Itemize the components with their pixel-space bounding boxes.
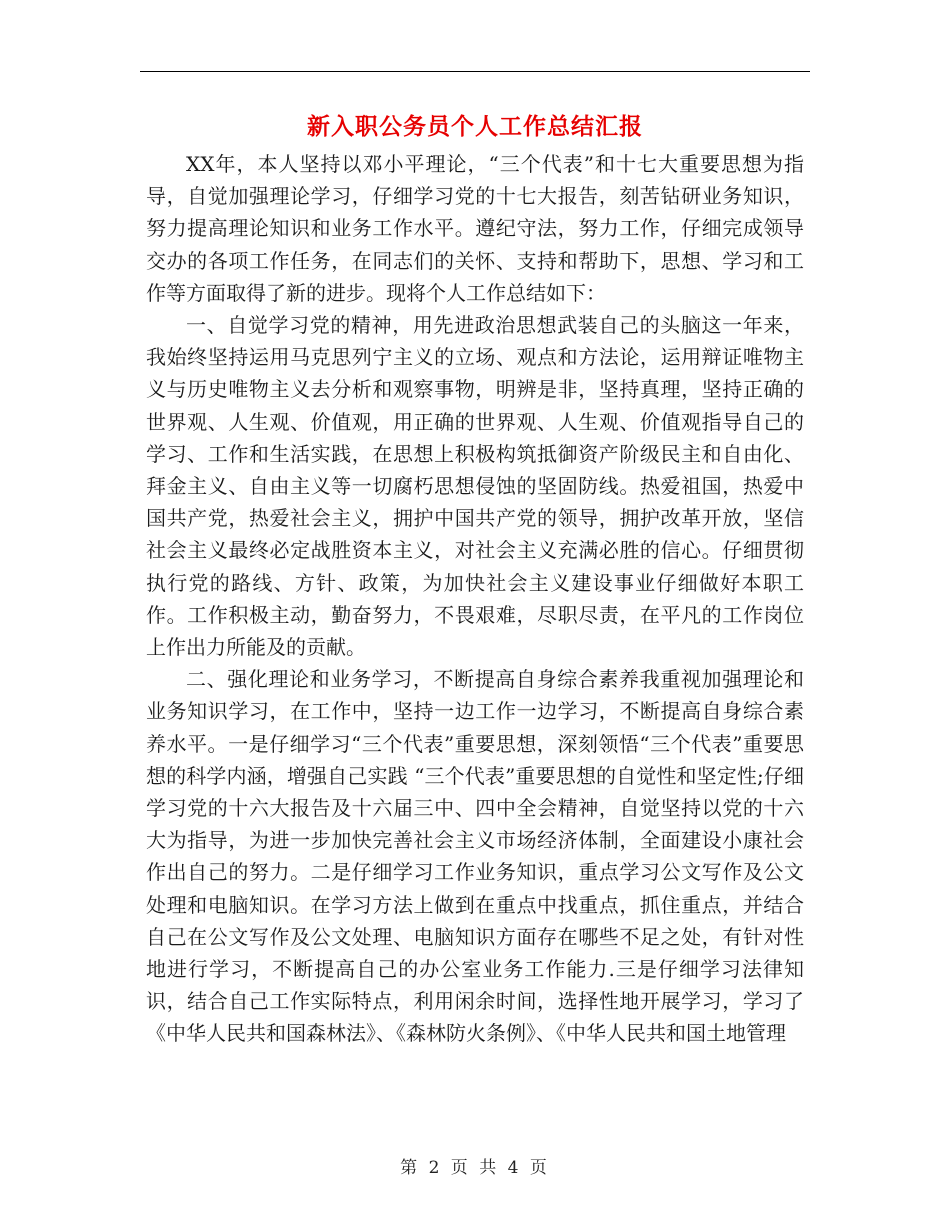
paragraph-section-one: 一、自觉学习党的精神，用先进政治思想武装自己的头脑这一年来，我始终坚持运用马克思列宁主义的立场、观点和方法论，运用辩证唯物主义与历史唯物主义去分析和观察事物，明辨是非，坚持真理，坚持正确的世界观、人生观、价值观，用正确的世界观、人生观、价值观指导自己的学习、工作和生活实践，在思想上积极构筑抵御资产阶级民主和自由化、拜金主义、自由主义等一切腐朽思想侵蚀的坚固防线。热爱祖国，热爱中国共产党，热爱社会主义，拥护中国共产党的领导，拥护改革开放，坚信社会主义最终必定战胜资本主义，对社会主义充满必胜的信心。仔细贯彻执行党的路线、方针、政策，为加快社会主义建设事业仔细做好本职工作。工作积极主动，勤奋努力，不畏艰难，尽职尽责，在平凡的工作岗位上作出力所能及的贡献。: [146, 313, 804, 660]
document-title: 新入职公务员个人工作总结汇报: [307, 113, 643, 140]
header-rule: [140, 71, 810, 72]
paragraph-intro: XX年，本人坚持以邓小平理论，“三个代表”和十七大重要思想为指导，自觉加强理论学习，仔细学习党的十七大报告，刻苦钻研业务知识，努力提高理论知识和业务工作水平。遵纪守法，努力工作，仔细完成领导交办的各项工作任务，在同志们的关怀、支持和帮助下，思想、学习和工作等方面取得了新的进步。现将个人工作总结如下：: [146, 152, 804, 305]
page-number: 第 2 页 共 4 页: [400, 1158, 550, 1178]
paragraph-section-two: 二、强化理论和业务学习，不断提高自身综合素养我重视加强理论和业务知识学习，在工作中，坚持一边工作一边学习，不断提高自身综合素养水平。一是仔细学习“三个代表”重要思想，深刻领悟“三个代表”重要思想的科学内涵，增强自己实践 “三个代表”重要思想的自觉性和坚定性;仔细学习党的十六大报告及十六届三中、四中全会精神，自觉坚持以党的十六大为指导，为进一步加快完善社会主义市场经济体制，全面建设小康社会作出自己的努力。二是仔细学习工作业务知识，重点学习公文写作及公文处理和电脑知识。在学习方法上做到在重点中找重点，抓住重点，并结合自己在公文写作及公文处理、电脑知识方面存在哪些不足之处，有针对性地进行学习，不断提高自己的办公室业务工作能力.三是仔细学习法律知识，结合自己工作实际特点，利用闲余时间，选择性地开展学习，学习了《中华人民共和国森林法》、《森林防火条例》、《中华人民共和国土地管理: [146, 667, 804, 1046]
document-body: [146, 148, 804, 1050]
